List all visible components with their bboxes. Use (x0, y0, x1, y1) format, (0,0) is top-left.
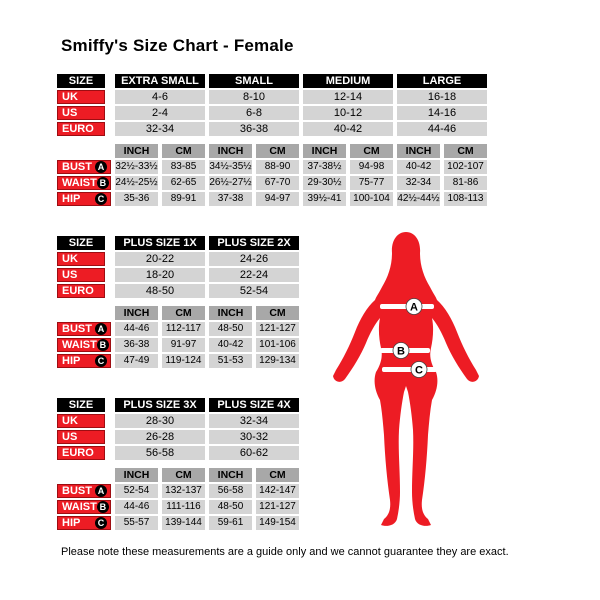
size-value-cell: 26-28 (115, 430, 205, 444)
size-value-cell: 44-46 (397, 122, 487, 136)
table-header-row (57, 398, 299, 412)
column-header-cell: MEDIUM (303, 74, 393, 88)
size-row (57, 122, 487, 136)
measure-value-cell: 42½-44½ (397, 193, 440, 204)
unit-header-cell: CM (444, 144, 487, 158)
unit-row-spacer (57, 144, 111, 158)
female-silhouette-figure (332, 232, 480, 528)
measure-label-cell: WAIST B (57, 176, 111, 190)
size-value-cell: 10-12 (303, 106, 393, 120)
waist-marker-letter: B (397, 345, 405, 358)
unit-row-spacer (57, 468, 111, 482)
table-section-gap (57, 462, 299, 466)
measure-label-cell: BUST A (57, 160, 111, 174)
size-value-cell: 60-62 (209, 446, 299, 460)
unit-header-cell: CM (162, 306, 205, 320)
unit-header-cell: INCH (115, 306, 158, 320)
size-value-cell: 12-14 (303, 90, 393, 104)
measure-value-cell: 40-42 (397, 160, 440, 174)
female-silhouette-svg (332, 232, 480, 528)
measure-badge-b: B (97, 177, 109, 189)
measure-badge-a: A (95, 161, 107, 173)
column-header-cell: PLUS SIZE 2X (209, 236, 299, 250)
region-label-cell: US (57, 268, 105, 282)
measure-badge-c: C (95, 355, 107, 367)
measure-value-cell: 121-127 (256, 500, 299, 514)
table-header-row (57, 236, 299, 250)
measure-value-cell: 48-50 (209, 500, 252, 514)
size-value-cell: 48-50 (115, 284, 205, 298)
measure-value-cell: 26½-27½ (209, 177, 252, 188)
unit-header-row (57, 468, 299, 482)
size-value-cell: 14-16 (397, 106, 487, 120)
size-column-header: SIZE (57, 398, 105, 412)
measure-label-cell: HIP C (57, 192, 111, 206)
column-header-cell: EXTRA SMALL (115, 74, 205, 88)
unit-header-cell: CM (256, 144, 299, 158)
measure-value-cell: 142-147 (256, 484, 299, 498)
measure-value-cell: 52-54 (115, 484, 158, 498)
unit-header-cell: CM (256, 306, 299, 320)
unit-header-cell: INCH (209, 144, 252, 158)
measure-value-cell: 132-137 (162, 484, 205, 498)
measure-value-cell: 47-49 (115, 354, 158, 368)
measure-value-cell: 51-53 (209, 354, 252, 368)
unit-header-cell: INCH (303, 144, 346, 158)
size-value-cell: 4-6 (115, 90, 205, 104)
measurement-row (57, 484, 299, 498)
measure-value-cell: 37-38 (209, 192, 252, 206)
measure-badge-b: B (97, 501, 109, 513)
measurement-row (57, 192, 487, 206)
measure-value-cell: 39½-41 (303, 192, 346, 206)
size-row (57, 414, 299, 428)
region-label-cell: UK (57, 252, 105, 266)
measurement-row (57, 160, 487, 174)
measure-badge-c: C (95, 517, 107, 529)
table-section-gap (57, 300, 299, 304)
measure-value-cell: 36-38 (115, 338, 158, 352)
measure-value-cell: 88-90 (256, 160, 299, 174)
size-value-cell: 36-38 (209, 122, 299, 136)
unit-row-spacer (57, 306, 111, 320)
size-value-cell: 2-4 (115, 106, 205, 120)
size-chart-table-standard (57, 74, 487, 206)
column-header-cell: SMALL (209, 74, 299, 88)
measure-value-cell: 56-58 (209, 484, 252, 498)
column-header-cell: PLUS SIZE 1X (115, 236, 205, 250)
size-row (57, 252, 299, 266)
measure-value-cell: 129-134 (256, 354, 299, 368)
measure-badge-a: A (95, 323, 107, 335)
measure-value-cell: 32½-33½ (115, 161, 158, 172)
unit-header-cell: CM (162, 144, 205, 158)
measure-value-cell: 48-50 (209, 322, 252, 336)
size-row (57, 430, 299, 444)
size-value-cell: 6-8 (209, 106, 299, 120)
measure-value-cell: 62-65 (162, 176, 205, 190)
measure-label-cell: WAIST B (57, 500, 111, 514)
region-label-cell: US (57, 106, 105, 120)
size-chart-table-plus-1x-2x (57, 236, 299, 368)
region-label-cell: EURO (57, 122, 105, 136)
hip-marker-letter: C (415, 364, 423, 377)
measure-value-cell: 94-97 (256, 192, 299, 206)
measurement-row (57, 500, 299, 514)
measure-badge-b: B (97, 339, 109, 351)
disclaimer-text: Please note these measurements are a guide only and we cannot guarantee they are exact. (61, 546, 509, 558)
measure-value-cell: 101-106 (256, 338, 299, 352)
size-column-header: SIZE (57, 74, 105, 88)
size-chart-table-plus-3x-4x (57, 398, 299, 530)
size-value-cell: 52-54 (209, 284, 299, 298)
size-row (57, 106, 487, 120)
measure-label-cell: WAIST B (57, 338, 111, 352)
region-label-cell: EURO (57, 446, 105, 460)
size-value-cell: 20-22 (115, 252, 205, 266)
measure-value-cell: 44-46 (115, 322, 158, 336)
size-value-cell: 8-10 (209, 90, 299, 104)
size-value-cell: 22-24 (209, 268, 299, 282)
size-row (57, 284, 299, 298)
measurement-row (57, 322, 299, 336)
size-value-cell: 28-30 (115, 414, 205, 428)
measurement-row (57, 354, 299, 368)
measurement-row (57, 176, 487, 190)
column-header-cell: PLUS SIZE 3X (115, 398, 205, 412)
region-label-cell: US (57, 430, 105, 444)
size-value-cell: 24-26 (209, 252, 299, 266)
measure-value-cell: 44-46 (115, 500, 158, 514)
measure-value-cell: 119-124 (162, 354, 205, 368)
unit-header-cell: CM (162, 468, 205, 482)
measure-label-cell: HIP C (57, 516, 111, 530)
measurement-row (57, 338, 299, 352)
measure-value-cell: 81-86 (444, 176, 487, 190)
measure-value-cell: 91-97 (162, 338, 205, 352)
measure-value-cell: 24½-25½ (115, 177, 158, 188)
measure-value-cell: 29-30½ (303, 176, 346, 190)
page-title: Smiffy's Size Chart - Female (61, 36, 294, 55)
hip-measure-line (382, 367, 437, 372)
unit-header-row (57, 144, 487, 158)
size-row (57, 90, 487, 104)
measure-value-cell: 37-38½ (303, 160, 346, 174)
measure-value-cell: 108-113 (444, 192, 487, 206)
measure-value-cell: 121-127 (256, 322, 299, 336)
measurement-row (57, 516, 299, 530)
unit-header-row (57, 306, 299, 320)
measure-value-cell: 94-98 (350, 160, 393, 174)
measure-value-cell: 102-107 (444, 160, 487, 174)
measure-value-cell: 32-34 (397, 176, 440, 190)
size-value-cell: 40-42 (303, 122, 393, 136)
measure-value-cell: 111-116 (162, 500, 205, 514)
size-value-cell: 18-20 (115, 268, 205, 282)
unit-header-cell: INCH (115, 468, 158, 482)
measure-value-cell: 67-70 (256, 176, 299, 190)
region-label-cell: EURO (57, 284, 105, 298)
table-header-row (57, 74, 487, 88)
measure-badge-a: A (95, 485, 107, 497)
measure-value-cell: 55-57 (115, 516, 158, 530)
measure-value-cell: 75-77 (350, 176, 393, 190)
measure-value-cell: 149-154 (256, 516, 299, 530)
unit-header-cell: INCH (209, 468, 252, 482)
measure-value-cell: 59-61 (209, 516, 252, 530)
measure-label-cell: HIP C (57, 354, 111, 368)
size-value-cell: 56-58 (115, 446, 205, 460)
bust-marker-letter: A (410, 301, 418, 314)
column-header-cell: PLUS SIZE 4X (209, 398, 299, 412)
measure-value-cell: 100-104 (350, 192, 393, 206)
size-value-cell: 30-32 (209, 430, 299, 444)
measure-value-cell: 89-91 (162, 192, 205, 206)
measure-label-cell: BUST A (57, 322, 111, 336)
unit-header-cell: CM (350, 144, 393, 158)
unit-header-cell: INCH (397, 144, 440, 158)
region-label-cell: UK (57, 90, 105, 104)
table-section-gap (57, 138, 487, 142)
size-value-cell: 32-34 (115, 122, 205, 136)
column-header-cell: LARGE (397, 74, 487, 88)
size-value-cell: 16-18 (397, 90, 487, 104)
unit-header-cell: CM (256, 468, 299, 482)
unit-header-cell: INCH (209, 306, 252, 320)
measure-value-cell: 34½-35½ (209, 161, 252, 172)
size-row (57, 446, 299, 460)
measure-label-cell: BUST A (57, 484, 111, 498)
measure-value-cell: 139-144 (162, 516, 205, 530)
measure-value-cell: 112-117 (162, 322, 205, 336)
size-value-cell: 32-34 (209, 414, 299, 428)
female-body-silhouette (333, 232, 479, 526)
measure-value-cell: 83-85 (162, 160, 205, 174)
measure-badge-c: C (95, 193, 107, 205)
measure-value-cell: 35-36 (115, 192, 158, 206)
size-column-header: SIZE (57, 236, 105, 250)
region-label-cell: UK (57, 414, 105, 428)
measure-value-cell: 40-42 (209, 338, 252, 352)
unit-header-cell: INCH (115, 144, 158, 158)
size-row (57, 268, 299, 282)
